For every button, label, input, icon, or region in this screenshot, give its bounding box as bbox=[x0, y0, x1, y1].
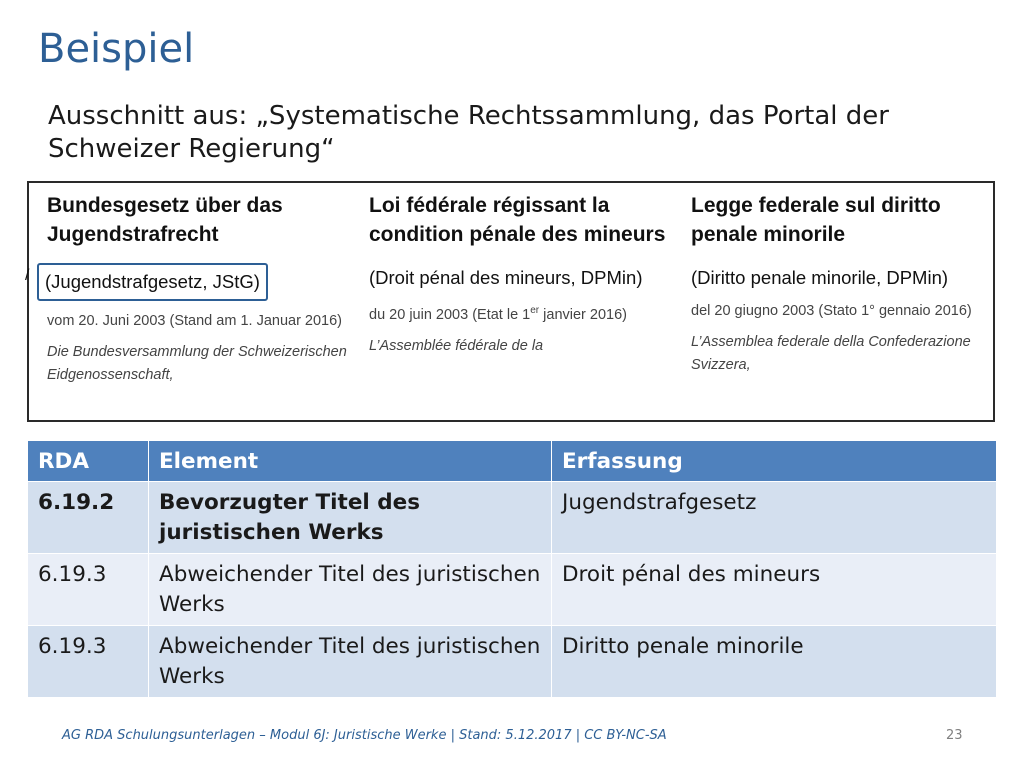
cell-element: Abweichender Titel des juristischen Werks bbox=[149, 554, 552, 626]
law-title-it: Legge federale sul diritto penale minorile bbox=[691, 194, 941, 246]
excerpt-column-italian bbox=[691, 191, 991, 377]
cell-element: Abweichender Titel des juristischen Werks bbox=[149, 626, 552, 698]
law-date-fr-sup: er bbox=[530, 305, 540, 316]
slide-subtitle: Ausschnitt aus: „Systematische Rechtssammlung, das Portal der Schweizer Regierung“ bbox=[48, 101, 889, 164]
table-row bbox=[28, 554, 997, 626]
law-date-de: vom 20. Juni 2003 (Stand am 1. Januar 2016) bbox=[47, 313, 343, 329]
cell-rda: 6.19.3 bbox=[28, 626, 149, 698]
rda-table bbox=[27, 440, 997, 698]
law-short-title-fr: (Droit pénal des mineurs, DPMin) bbox=[369, 267, 643, 288]
header-erfassung: Erfassung bbox=[552, 441, 997, 482]
table-row bbox=[28, 626, 997, 698]
excerpt-column-french bbox=[369, 191, 679, 358]
stray-mark: / bbox=[25, 267, 30, 284]
law-preamble-de: Die Bundesversammlung der Schweizerischen Eidgenossenschaft, bbox=[47, 344, 347, 383]
page-number: 23 bbox=[946, 728, 963, 743]
law-preamble-it: L’Assemblea federale della Confederazione Svizzera, bbox=[691, 334, 971, 373]
cell-element: Bevorzugter Titel des juristischen Werks bbox=[149, 482, 552, 554]
law-date-it: del 20 giugno 2003 (Stato 1° gennaio 2016) bbox=[691, 303, 972, 319]
footer-text: AG RDA Schulungsunterlagen – Modul 6J: Juristische Werke | Stand: 5.12.2017 | CC BY-NC-SA bbox=[62, 728, 667, 743]
law-excerpt-image bbox=[27, 181, 995, 422]
law-short-title-de-highlighted: (Jugendstrafgesetz, JStG) bbox=[37, 263, 268, 301]
cell-rda: 6.19.3 bbox=[28, 554, 149, 626]
law-date-fr-suffix: janvier 2016) bbox=[539, 306, 627, 323]
law-title-de: Bundesgesetz über das Jugendstrafrecht bbox=[47, 194, 283, 246]
law-title-fr: Loi fédérale régissant la condition pénale des mineurs bbox=[369, 194, 666, 246]
slide-title: Beispiel bbox=[38, 26, 195, 72]
table-header-row bbox=[28, 441, 997, 482]
law-date-fr-prefix: du 20 juin 2003 (Etat le 1 bbox=[369, 306, 531, 323]
excerpt-column-german bbox=[47, 191, 347, 387]
cell-erfassung: Jugendstrafgesetz bbox=[552, 482, 997, 554]
header-rda: RDA bbox=[28, 441, 149, 482]
law-short-title-it: (Diritto penale minorile, DPMin) bbox=[691, 267, 949, 288]
law-date-fr bbox=[369, 299, 679, 327]
cell-erfassung: Droit pénal des mineurs bbox=[552, 554, 997, 626]
cell-erfassung: Diritto penale minorile bbox=[552, 626, 997, 698]
cell-rda: 6.19.2 bbox=[28, 482, 149, 554]
table-row bbox=[28, 482, 997, 554]
header-element: Element bbox=[149, 441, 552, 482]
law-preamble-fr: L’Assemblée fédérale de la bbox=[369, 337, 544, 354]
